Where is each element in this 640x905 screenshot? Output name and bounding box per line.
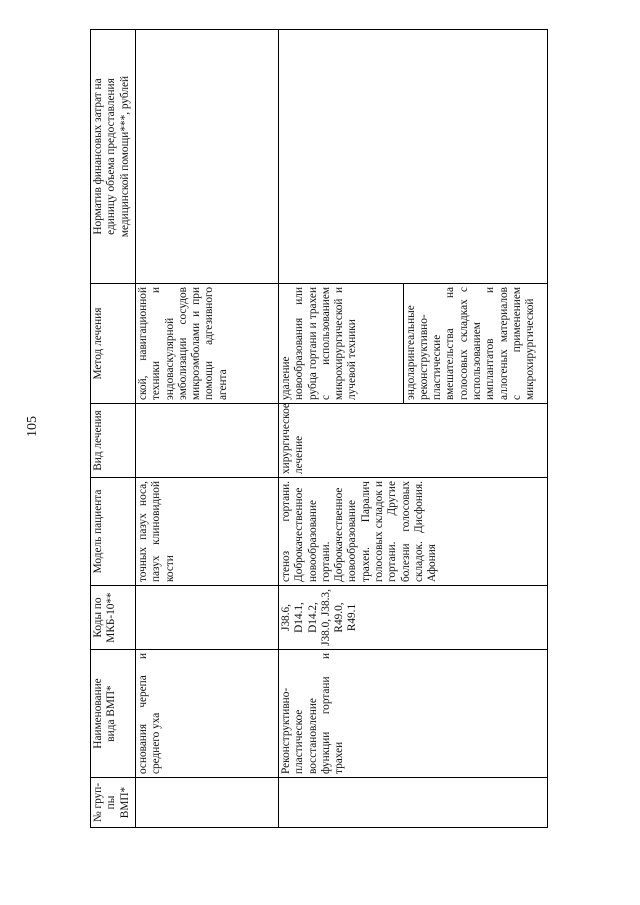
header-kind: Вид лечения [91, 404, 136, 478]
cell-model: стеноз гортани. Доброкачественное новообразование гортани. Доброкачественное новообразование трахеи. Паралич голосовых складок и гортани. Другие болезни голосовых складок. Дисфония. Афония [279, 478, 548, 586]
cell-method-split [279, 284, 548, 404]
cell-name: основания черепа и среднего уха [136, 650, 279, 778]
cell-group [136, 778, 279, 828]
cell-name: Реконструктивно-пластическое восстановление функции гортани и трахеи [279, 650, 548, 778]
method-option-2: эндоларингеальные реконструктивно-пластические вмешательства на голосовых складках с использованием имплантатов и аллогеных материалов с применением микрохирургической [403, 284, 547, 403]
cell-codes [136, 586, 279, 650]
cell-method: ской, навигационной техники и эндоваскулярной эмболизации сосудов микроэмболами и при помощи адгезивного агента [136, 284, 279, 404]
header-method: Метод лечения [91, 284, 136, 404]
rotated-table-container [90, 30, 548, 828]
cell-codes: J38.6, D14.1, D14.2, J38.0, J38.3, R49.0, R49.1 [279, 586, 548, 650]
table-row [279, 30, 548, 828]
header-group: № груп- пы ВМП* [91, 778, 136, 828]
page-number: 105 [25, 416, 40, 437]
method-option-1: удаление новообразования или рубца гортани и трахеи с использованием микрохирургической и лучевой техники [280, 287, 359, 400]
cell-kind: хирургическое лечение [279, 404, 548, 478]
header-model: Модель пациента [91, 478, 136, 586]
method-subtable [279, 284, 547, 403]
header-codes: Коды по МКБ-10** [91, 586, 136, 650]
cell-norm [279, 30, 548, 284]
cell-group [279, 778, 548, 828]
header-row [91, 30, 136, 828]
cell-norm [136, 30, 279, 284]
cell-kind [136, 404, 279, 478]
header-norm: Норматив финансовых затрат на единицу объема предоставления медицинской помощи***, рублей [91, 30, 136, 284]
table-row [136, 30, 279, 828]
table-frame [90, 30, 548, 828]
cell-model: точных пазух носа, пазух клиновидной кости [136, 478, 279, 586]
header-name: Наименование вида ВМП* [91, 650, 136, 778]
treatment-table [90, 29, 548, 828]
